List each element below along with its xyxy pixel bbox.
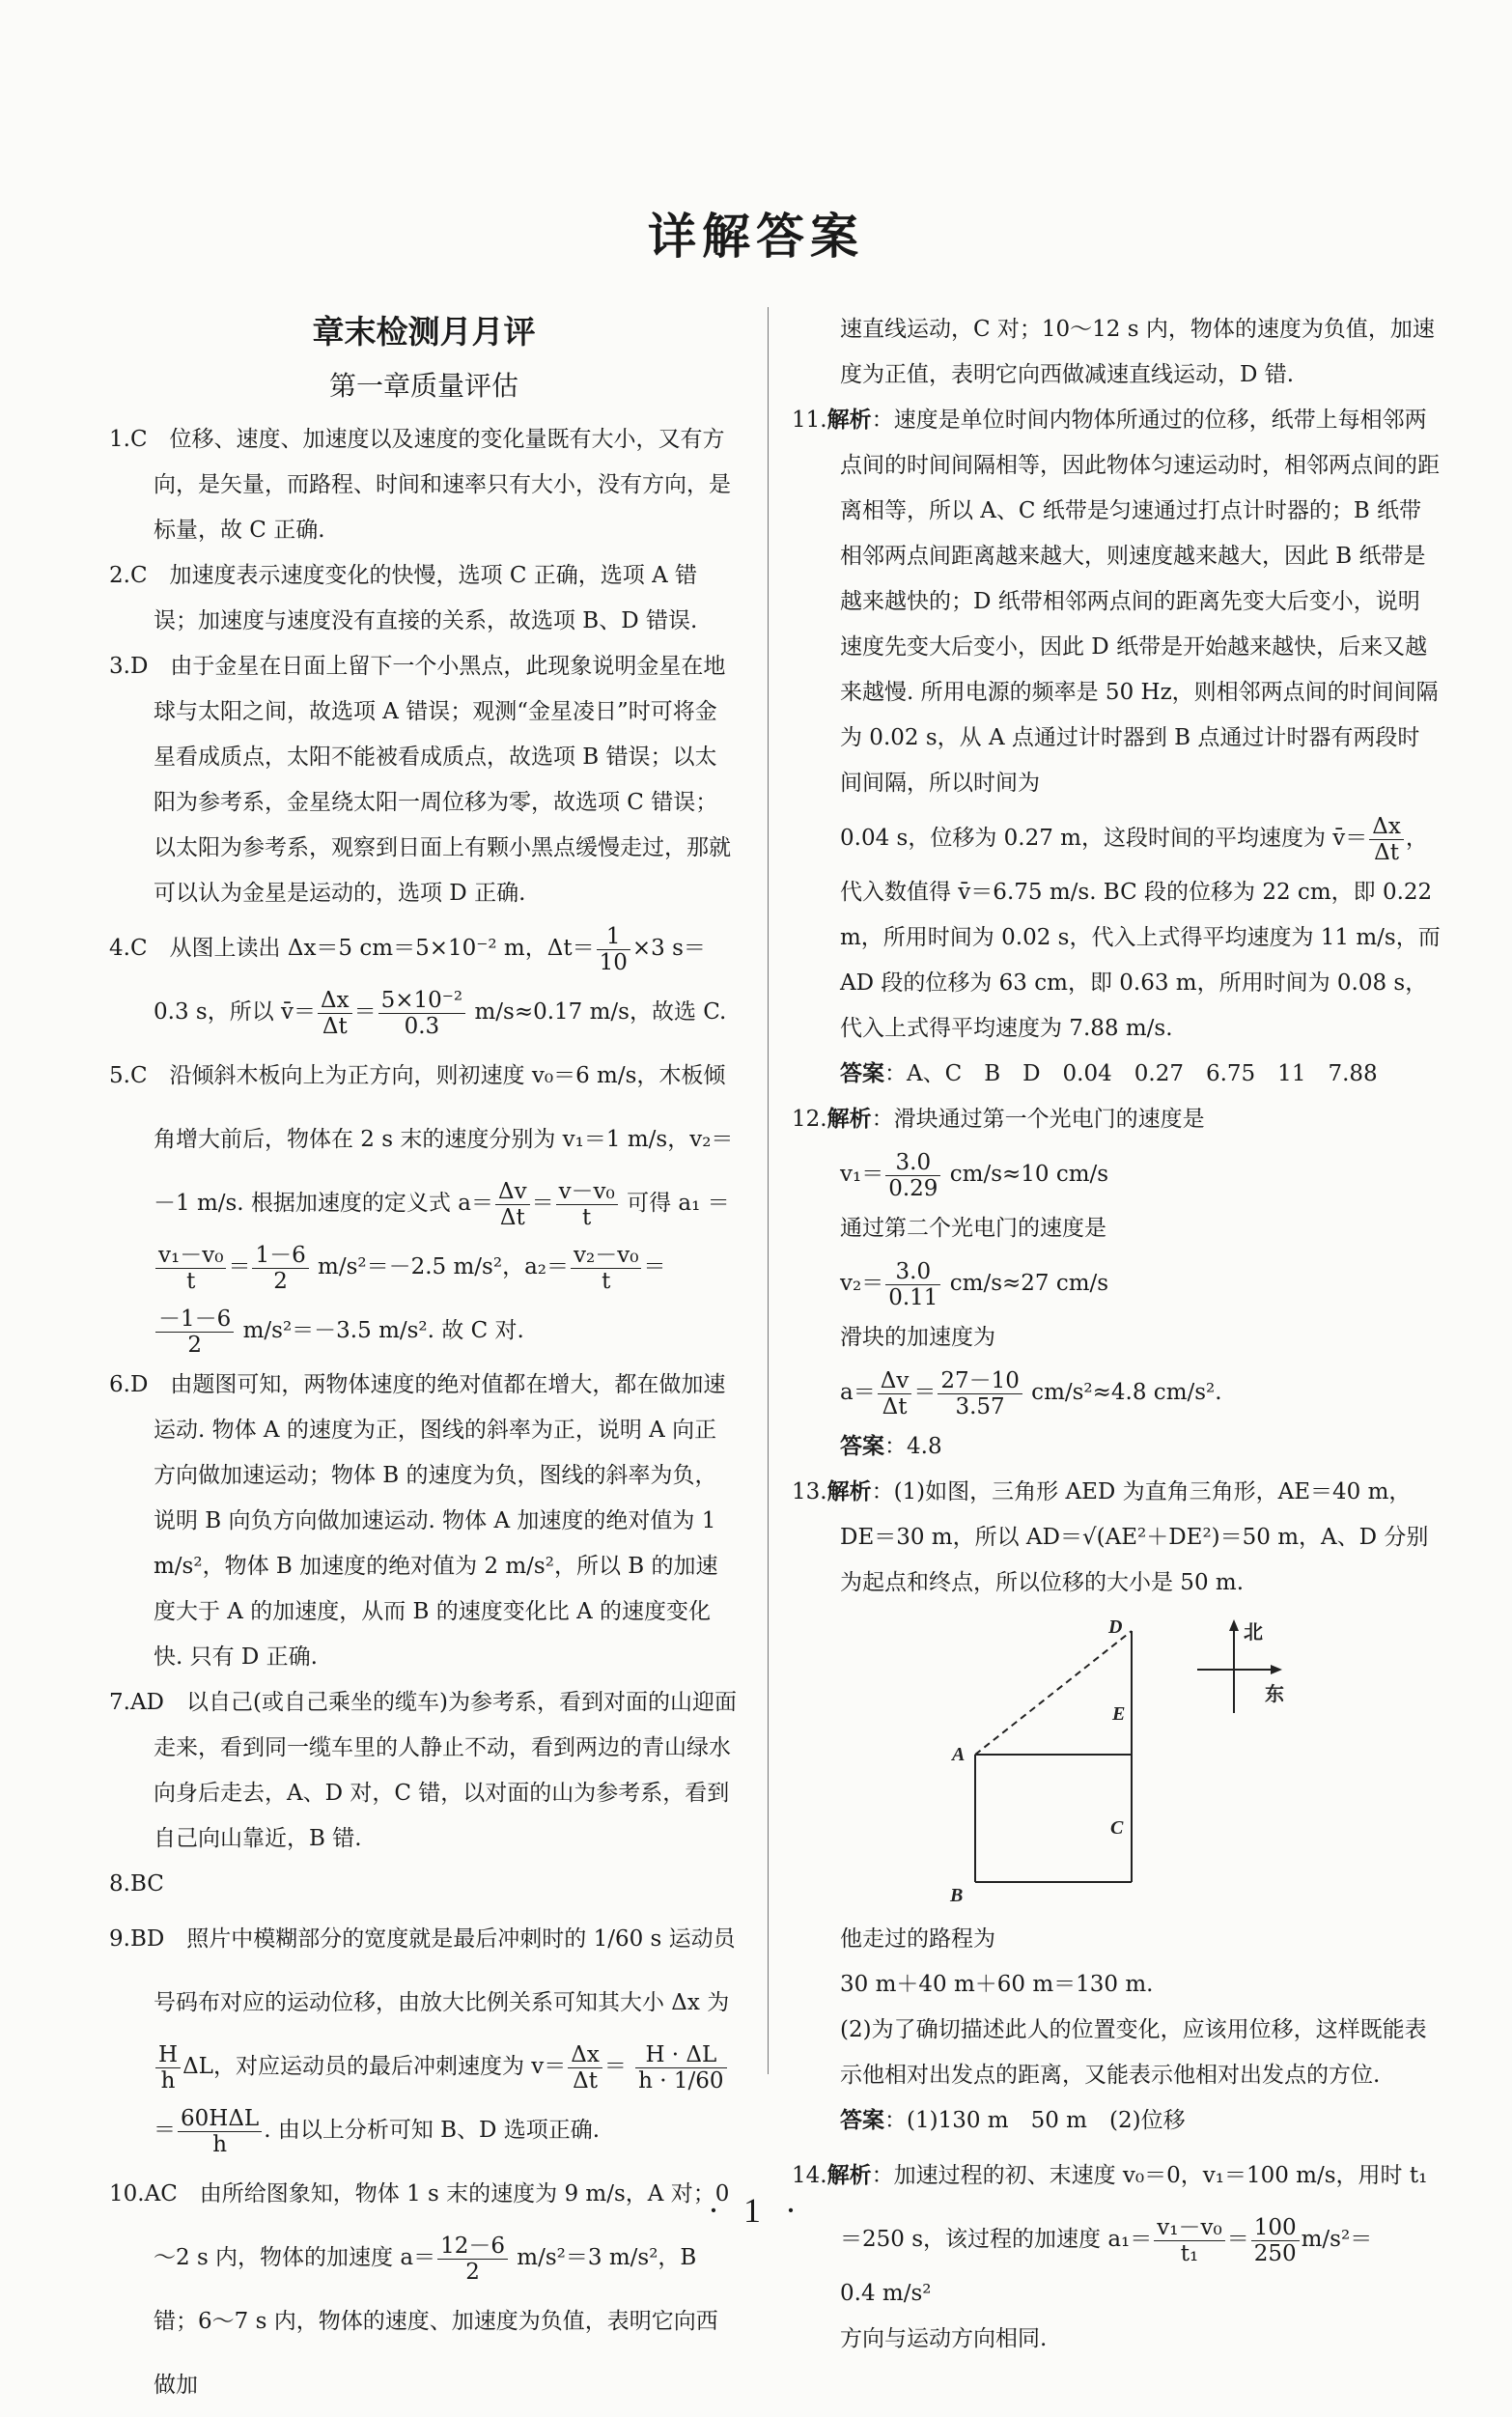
answer-12-v1: v₁＝ $\frac{3.0}{0.29}$ cm/s≈10 cm/s xyxy=(840,1149,1109,1201)
fraction: $\frac{3.0}{0.29}$ xyxy=(885,1150,940,1201)
subsection-title: 第一章质量评估 xyxy=(328,370,518,402)
fraction: $\frac{1-6}{2}$ xyxy=(252,1243,308,1294)
fraction: $\frac{H \cdot \Delta L}{h \cdot 1/60}$ xyxy=(635,2042,726,2094)
answer-7: 7.AD 以自己(或自己乘坐的缆车)为参考系，看到对面的山迎面走来，看到同一缆车里的人静止不动，看到两边的青山绿水向身后走去，A、D 对，C 错，以对面的山为参考系，看到自己向山靠近，B 错. xyxy=(109,1690,737,1851)
segment-ad xyxy=(975,1631,1132,1755)
section-title: 章末检测月月评 xyxy=(312,313,536,351)
fraction: $\frac{\text{5×10⁻²}}{0.3}$ xyxy=(378,988,466,1039)
fraction: $\frac{\Delta v}{\Delta t}$ xyxy=(495,1179,530,1230)
east-label: 东 xyxy=(1265,1682,1284,1705)
fraction: $\frac{12-6}{2}$ xyxy=(437,2234,508,2285)
east-arrow-icon xyxy=(1271,1665,1282,1674)
answer-13-line3: 30 m＋40 m＋60 m＝130 m. xyxy=(840,1972,1154,1997)
fraction: $\frac{100}{250}$ xyxy=(1251,2215,1300,2266)
point-e-label: E xyxy=(1112,1703,1126,1725)
answer-13-line4: (2)为了确切描述此人的位置变化，应该用位移，这样既能表示他相对出发点的距离，又能表示他相对出发点的方位. xyxy=(840,2017,1427,2088)
answer-12-line3: 滑块的加速度为 xyxy=(840,1325,995,1350)
answer-12: 12.解析：滑块通过第一个光电门的速度是 xyxy=(792,1107,1205,1132)
answer-10: 10.AC 由所给图象知，物体 1 s 末的速度为 9 m/s，A 对；0～2 s 内，物体的加速度 a＝ $\frac{12-6}{2}$ m/s²＝3 m/s²，B 错；6～7 s 内，物体的速度、加速度为负值，表明它向西做加 xyxy=(109,2181,730,2398)
answer-11-line2: 0.04 s，位移为 0.27 m，这段时间的平均速度为 v̄＝ $\frac{\Delta x}{\Delta t}$ ， xyxy=(840,813,1428,865)
answer-5: 5.C 沿倾斜木板向上为正方向，则初速度 v₀＝6 m/s，木板倾角增大前后，物体在 2 s 末的速度分别为 v₁＝1 m/s，v₂＝－1 m/s. 根据加速度的定义式 a＝ $\frac{\Delta v}{\Delta t}$ ＝ $\frac{\text{v－v₀}}{t}$ 可得 a₁ ＝ $\frac{\text{v₁－v₀}}{t}$ ＝ $\frac{1-6}{2}$ m/s²＝－2.5 m/s²，a₂＝ $\frac{\text{v₂－v₀}}{t}$ ＝ $\frac{-1-6}{2}$ m/s²＝－3.5 m/s². 故 C 对. xyxy=(109,1063,734,1358)
page-title: 详解答案 xyxy=(648,209,864,265)
answer-14: 14.解析：加速过程的初、末速度 v₀＝0，v₁＝100 m/s，用时 t₁＝250 s，该过程的加速度 a₁＝ $\frac{\text{v₁－v₀}}{\text{t₁}}$ ＝ $\frac{100}{250}$ m/s²＝ xyxy=(792,2163,1428,2266)
answer-8: 8.BC xyxy=(109,1871,164,1897)
fraction: $\frac{\text{60HΔL}}{h}$ xyxy=(178,2106,262,2157)
answer-13: 13.解析：(1)如图，三角形 AED 为直角三角形，AE＝40 m，DE＝30 m，所以 AD＝√(AE²＋DE²)＝50 m，A、D 分别为起点和终点，所以位移的大小是 50 m. xyxy=(792,1479,1429,1595)
right-column xyxy=(792,307,1441,2362)
fraction: $\frac{\Delta x}{\Delta t}$ xyxy=(1369,814,1404,865)
point-a-label: A xyxy=(952,1744,966,1765)
answer-13-result: 答案：(1)130 m 50 m (2)位移 xyxy=(840,2108,1186,2133)
answer-2: 2.C 加速度表示速度变化的快慢，选项 C 正确，选项 A 错误；加速度与速度没有直接的关系，故选项 B、D 错误. xyxy=(109,563,698,633)
answer-14-line2: 0.4 m/s² xyxy=(840,2281,932,2306)
answer-3: 3.D 由于金星在日面上留下一个小黑点，此现象说明金星在地球与太阳之间，故选项 A 错误；观测“金星凌日”时可将金星看成质点，太阳不能被看成质点，故选项 B 错误；以太阳为参考系，金星绕太阳一周位移为零，故选项 C 错误；以太阳为参考系，观察到日面上有颗小黑点缓慢走过，那就可以认为金星是运动的，选项 D 正确. xyxy=(109,654,731,906)
column-divider xyxy=(768,307,769,2074)
fraction: $\frac{H}{h}$ xyxy=(155,2042,181,2094)
answer-11: 11.解析：速度是单位时间内物体所通过的位移，纸带上每相邻两点间的时间间隔相等，因此物体匀速运动时，相邻两点间的距离相等，所以 A、C 纸带是匀速通过打点计时器的；B 纸带相邻两点间距离越来越大，则速度越来越大，因此 B 纸带是越来越快的；D 纸带相邻两点间的距离先变大后变小，说明速度先变大后变小，因此 D 纸带是开始越来越快，后来又越来越慢. 所用电源的频率是 50 Hz，则相邻两点间的时间间隔为 0.02 s，从 A 点通过计时器到 B 点通过计时器有两段时间间隔，所以时间为 xyxy=(792,408,1440,796)
answer-6: 6.D 由题图可知，两物体速度的绝对值都在增大，都在做加速运动. 物体 A 的速度为正，图线的斜率为正，说明 A 向正方向做加速运动；物体 B 的速度为负，图线的斜率为负，说明 B 向负方向做加速运动. 物体 A 加速度的绝对值为 1 m/s²，物体 B 加速度的绝对值为 2 m/s²，所以 B 的加速度大于 A 的加速度，从而 B 的速度变化比 A 的速度变化快. 只有 D 正确. xyxy=(109,1372,726,1670)
fraction: $\frac{\text{v₂－v₀}}{t}$ xyxy=(571,1243,641,1294)
answer-12-v2: v₂＝ $\frac{3.0}{0.11}$ cm/s≈27 cm/s xyxy=(840,1258,1109,1310)
fraction: $\frac{\text{v－v₀}}{t}$ xyxy=(556,1179,618,1230)
answer-10-continued: 速直线运动，C 对；10～12 s 内，物体的速度为负值，加速度为正值，表明它向西做减速直线运动，D 错. xyxy=(840,317,1435,387)
answer-12-accel: a＝ $\frac{\Delta v}{\Delta t}$ ＝ $\frac{27-10}{3.57}$ cm/s²≈4.8 cm/s². xyxy=(840,1367,1222,1419)
answer-11-result: 答案：A、C B D 0.04 0.27 6.75 11 7.88 xyxy=(840,1061,1378,1086)
answer-12-result: 答案：4.8 xyxy=(840,1434,942,1459)
fraction: $\frac{\Delta x}{\Delta t}$ xyxy=(318,988,352,1039)
answer-12-line2: 通过第二个光电门的速度是 xyxy=(840,1216,1106,1241)
fraction: $\frac{1}{10}$ xyxy=(597,924,630,975)
point-c-label: C xyxy=(1110,1817,1124,1839)
fraction: $\frac{\text{v₁－v₀}}{\text{t₁}}$ xyxy=(1154,2215,1224,2266)
path-diagram-svg xyxy=(792,1612,1441,1911)
answer-1: 1.C 位移、速度、加速度以及速度的变化量既有大小，又有方向，是矢量，而路程、时间和速率只有大小，没有方向，是标量，故 C 正确. xyxy=(109,427,731,543)
fraction: $\frac{-1-6}{2}$ xyxy=(155,1307,234,1358)
answer-14-line3: 方向与运动方向相同. xyxy=(840,2326,1048,2351)
fraction: $\frac{\Delta x}{\Delta t}$ xyxy=(568,2042,602,2094)
fraction: $\frac{\Delta v}{\Delta t}$ xyxy=(878,1368,912,1419)
answer-11-line3: 代入数值得 v̄＝6.75 m/s. BC 段的位移为 22 cm，即 0.22 m，所用时间为 0.02 s，代入上式得平均速度为 11 m/s，而 AD 段的位移为 63 cm，即 0.63 m，所用时间为 0.08 s，代入上式得平均速度为 7.88 m/s. xyxy=(840,880,1441,1041)
fraction: $\frac{3.0}{0.11}$ xyxy=(885,1259,940,1310)
fraction: $\frac{27-10}{3.57}$ xyxy=(938,1368,1022,1419)
answer-9: 9.BD 照片中模糊部分的宽度就是最后冲刺时的 1/60 s 运动员号码布对应的运动位移，由放大比例关系可知其大小 Δx 为 $\frac{H}{h}$ ΔL，对应运动员的最后冲刺速度为 v＝ $\frac{\Delta x}{\Delta t}$ ＝ $\frac{H \cdot \Delta L}{h \cdot 1/60}$ ＝ $\frac{\text{60HΔL}}{h}$ . 由以上分析可知 B、D 选项正确. xyxy=(109,1926,736,2157)
north-label: 北 xyxy=(1244,1620,1263,1644)
answer-13-line2: 他走过的路程为 xyxy=(840,1926,995,1952)
answer-4: 4.C 从图上读出 Δx＝5 cm＝5×10⁻² m，Δt＝ $\frac{1}{10}$ ×3 s＝ 0.3 s，所以 v̄＝ $\frac{\Delta x}{\Delta t}$ ＝ $\frac{\text{5×10⁻²}}{0.3}$ m/s≈0.17 m/s，故选 C. xyxy=(109,923,727,1039)
point-d-label: D xyxy=(1108,1616,1123,1638)
path-diagram xyxy=(792,1612,1441,1911)
left-column xyxy=(109,307,739,2417)
point-b-label: B xyxy=(950,1885,964,1906)
fraction: $\frac{\text{v₁－v₀}}{t}$ xyxy=(155,1243,226,1294)
north-arrow-icon xyxy=(1229,1619,1239,1631)
page-number: · 1 · xyxy=(708,2191,804,2230)
